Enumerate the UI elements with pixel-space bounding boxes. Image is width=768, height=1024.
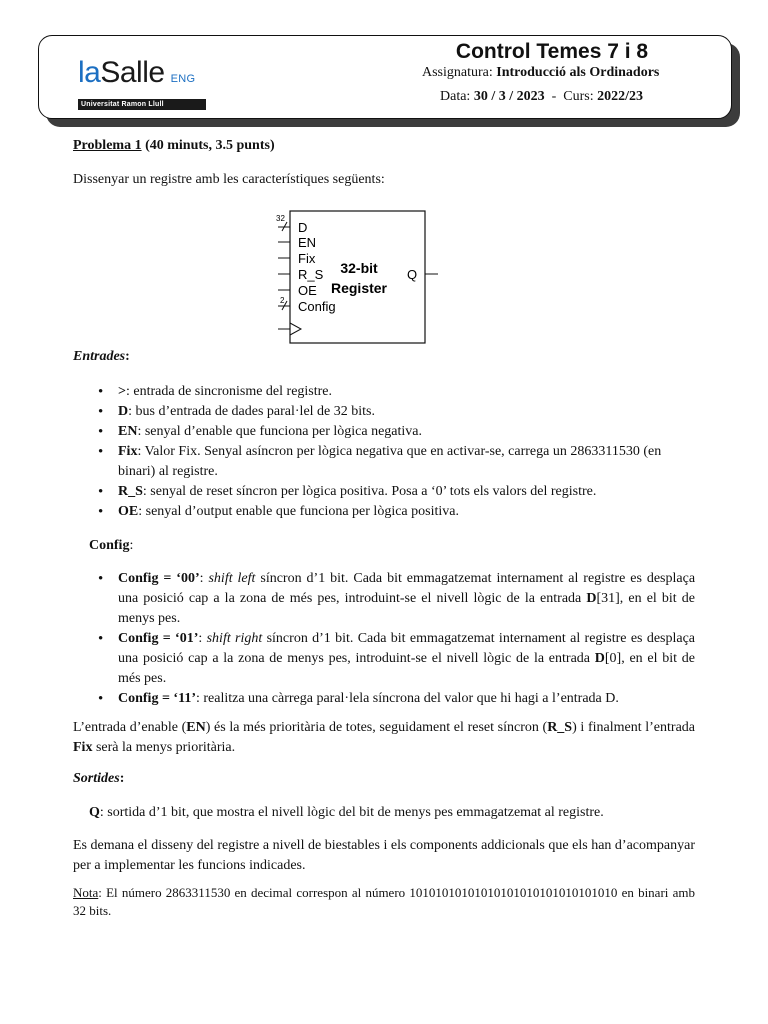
list-item [94, 422, 695, 442]
entrades-heading: Entrades: [73, 349, 130, 364]
date-value: 30 / 3 / 2023 [473, 89, 545, 104]
list-item [94, 482, 695, 502]
entrada-text: : senyal d’output enable que funciona per lògica positiva. [138, 504, 459, 519]
course-value: 2022/23 [597, 89, 644, 104]
register-diagram [270, 209, 442, 345]
config-text: síncron d’1 bit. Cada bit emmagatzemat internament al registre es desplaça una posició cap a la zona de menys pes, introduint-se el nivell lògic de la entrada [118, 631, 696, 666]
date-label: Data: [440, 89, 471, 104]
logo-eng: ENG [170, 73, 196, 85]
input-label-en: EN [298, 235, 317, 250]
entrades-heading-text: Entrades [73, 349, 126, 364]
problem-heading [73, 136, 695, 156]
priority-text: ) i finalment l’entrada [572, 720, 695, 735]
entrada-text: : bus d’entrada de dades paral·lel de 32 bits. [128, 404, 375, 419]
note-label: Nota [73, 885, 99, 900]
entrada-text: : senyal d’enable que funciona per lògica negativa. [137, 424, 422, 439]
entrada-term: EN [118, 424, 138, 439]
demand-paragraph: Es demana el disseny del registre a nivell de biestables i els components addicionals que els han d’acompanyar per a implementar les funcions indicades. [73, 838, 695, 873]
priority-rs: R_S [547, 720, 573, 735]
lasalle-logo [78, 58, 206, 110]
subject-value: Introducció als Ordinadors [496, 65, 660, 80]
entrada-text: : senyal de reset síncron per lògica positiva. Posa a ‘0’ tots els valors del registre. [142, 484, 597, 499]
config-bus-width: 2 [280, 296, 285, 305]
config-mode: shift left [208, 571, 256, 586]
logo-la: la [78, 56, 101, 89]
config-text: síncron d’1 bit. Cada bit emmagatzemat internament al registre es desplaça una posició cap a la zona de més pes, introduint-se el nivell lògic de la entrada [118, 571, 696, 606]
list-item [94, 502, 695, 522]
subject-label: Assignatura: [422, 65, 493, 80]
config-text: , en el bit de menys pes. [118, 591, 695, 626]
logo-university: Universitat Ramon Llull [78, 99, 206, 110]
list-item [94, 402, 695, 422]
problem-intro: Dissenyar un registre amb les característiques següents: [73, 172, 385, 187]
list-item [94, 689, 695, 709]
config-bit: D [594, 651, 605, 666]
config-label: Config = ‘00’ [118, 571, 200, 586]
priority-text: L’entrada d’enable ( [73, 720, 187, 735]
config-list [94, 569, 695, 709]
note-text: : El número 2863311530 en decimal correspon al número 10101010101010101010101010101010 en binari amb 32 bits. [73, 885, 695, 918]
entrades-list [94, 382, 695, 522]
d-bus-width: 32 [276, 214, 285, 223]
entrada-text: : Valor Fix. Senyal asíncron per lògica negativa que en activar-se, carrega un 2863311530 (en binari) al registre. [118, 444, 662, 479]
list-item: • Config = ‘01’: shift right síncron d’1 bit. Cada bit emmagatzemat internament al registre es desplaça una posició cap a la zona de menys pes, introduint-se el nivell lògic de la entrada D[0], en el bit de més pes. [94, 629, 695, 689]
sortides-q [89, 803, 695, 823]
config-mode: shift right [206, 631, 263, 646]
list-item [94, 382, 695, 402]
entrada-term: R_S [118, 484, 143, 499]
entrada-term: > [118, 384, 126, 399]
register-name-line2: Register [330, 280, 388, 296]
config-idx: [31] [596, 591, 620, 606]
sortides-q-text: : sortida d’1 bit, que mostra el nivell lògic del bit de menys pes emmagatzemat al registre. [99, 805, 604, 820]
priority-text: serà la menys prioritària. [92, 740, 236, 755]
priority-text: ) és la més prioritària de totes, seguidament el reset síncron ( [205, 720, 548, 735]
input-label-d: D [298, 220, 308, 235]
output-label-q: Q [407, 267, 418, 282]
config-text: , en el bit de més pes. [118, 651, 696, 686]
config-idx: [0] [604, 651, 622, 666]
config-label: Config = ‘11’ [118, 691, 196, 706]
register-name-line1: 32-bit [340, 260, 378, 276]
sortides-q-term: Q [89, 805, 100, 820]
course-label: Curs: [563, 89, 594, 104]
input-label-oe: OE [298, 283, 317, 298]
config-bit: D [586, 591, 597, 606]
config-heading-text: Config [89, 538, 130, 553]
entrada-term: D [118, 404, 129, 419]
note-paragraph [73, 884, 695, 920]
input-label-fix: Fix [298, 251, 316, 266]
list-item [94, 442, 695, 482]
problem-meta: (40 minuts, 3.5 punts) [145, 138, 275, 153]
input-label-config: Config [298, 299, 336, 314]
config-text: : realitza una càrrega paral·lela síncrona del valor que hi hagi a l’entrada D. [195, 691, 619, 706]
priority-paragraph [73, 718, 695, 758]
config-label: Config = ‘01’ [118, 631, 199, 646]
input-label-rs: R_S [298, 267, 324, 282]
priority-fix: Fix [73, 740, 93, 755]
subject-line [422, 65, 702, 81]
list-item: • Config = ‘00’: shift left síncron d’1 bit. Cada bit emmagatzemat internament al registre es desplaça una posició cap a la zona de més pes, introduint-se el nivell lògic de la entrada D[31], en el bit de menys pes. [94, 569, 695, 629]
config-heading: Config: [89, 538, 134, 553]
entrada-term: OE [118, 504, 139, 519]
logo-salle: Salle [100, 56, 165, 89]
page-title: Control Temes 7 i 8 [455, 40, 649, 63]
entrada-text: : entrada de sincronisme del registre. [125, 384, 333, 399]
entrada-term: Fix [118, 444, 138, 459]
date-line: Data: 30 / 3 / 2023 - Curs: 2022/23 [440, 89, 644, 104]
sortides-heading-text: Sortides [73, 771, 120, 786]
priority-en: EN [186, 720, 206, 735]
sortides-heading: Sortides: [73, 771, 125, 786]
problem-title: Problema 1 [73, 138, 142, 153]
